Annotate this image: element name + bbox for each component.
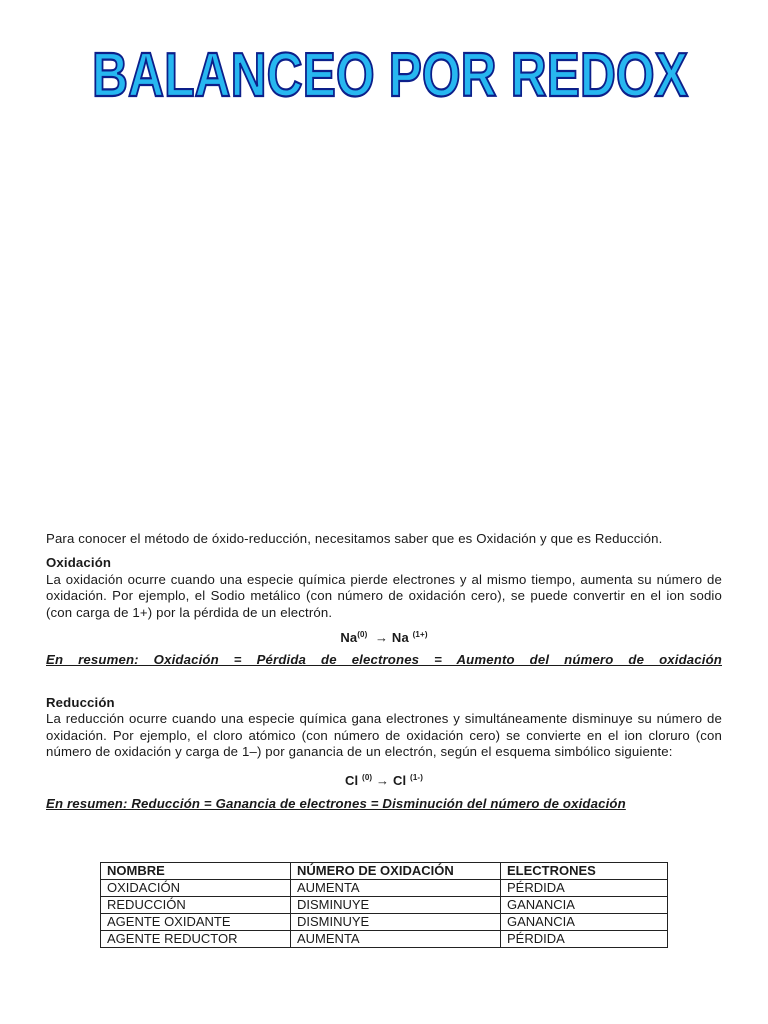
table-cell: GANANCIA [501, 914, 668, 931]
table-cell: DISMINUYE [291, 914, 501, 931]
table-cell: PÉRDIDA [501, 931, 668, 948]
table-header-row [101, 863, 668, 880]
table-cell: AUMENTA [291, 931, 501, 948]
wordart-title [88, 40, 692, 108]
table-cell: OXIDACIÓN [101, 880, 291, 897]
reduccion-summary: En resumen: Reducción = Ganancia de electrones = Disminución del número de oxidación [46, 795, 626, 811]
intro-paragraph: Para conocer el método de óxido-reducción, necesitamos saber que es Oxidación y que es Reducción. [46, 531, 663, 546]
table-row [101, 880, 668, 897]
table-cell: REDUCCIÓN [101, 897, 291, 914]
page-title [88, 40, 692, 108]
redox-summary-table [100, 862, 668, 948]
arrow-icon: → [375, 630, 389, 646]
oxidacion-paragraph: La oxidación ocurre cuando una especie química pierde electrones y al mismo tiempo, aumenta su número de oxidación. Por ejemplo, el Sodio metálico (con número de oxidación cero), se puede convertir en el ion sodio (con carga de 1+) por la pérdida de un electrón. [46, 571, 722, 620]
table-cell: AGENTE OXIDANTE [101, 914, 291, 931]
table-cell: PÉRDIDA [501, 880, 668, 897]
column-header: NOMBRE [101, 863, 291, 880]
column-header: ELECTRONES [501, 863, 668, 880]
table-row [101, 914, 668, 931]
table-cell: GANANCIA [501, 897, 668, 914]
oxidacion-formula: Na$^{(0)}$ → Na $^{(1+)}$ [340, 630, 428, 646]
title-text: BALANCEO POR REDOX [92, 41, 688, 110]
reduccion-paragraph: La reducción ocurre cuando una especie química gana electrones y simultáneamente disminuye su número de oxidación. Por ejemplo, el cloro atómico (con número de oxidación cero) se convierte en el ion cloruro (con número de oxidación y carga de 1–) por ganancia de un electrón, según el esquema simbólico siguiente: [46, 711, 722, 760]
table-cell: AGENTE REDUCTOR [101, 931, 291, 948]
table-cell: AUMENTA [291, 880, 501, 897]
reduccion-heading: Reducción [46, 694, 115, 710]
document-body [46, 531, 722, 812]
oxidacion-summary: En resumen: Oxidación = Pérdida de electrones = Aumento del número de oxidación [46, 652, 722, 668]
table-row [101, 931, 668, 948]
table-cell: DISMINUYE [291, 897, 501, 914]
table-row [101, 897, 668, 914]
reduccion-formula: Cl $^{(0)}$ → Cl $^{(1-)}$ [344, 773, 424, 789]
arrow-icon: → [376, 773, 390, 789]
oxidacion-heading: Oxidación [46, 555, 112, 571]
column-header: NÚMERO DE OXIDACIÓN [291, 863, 501, 880]
